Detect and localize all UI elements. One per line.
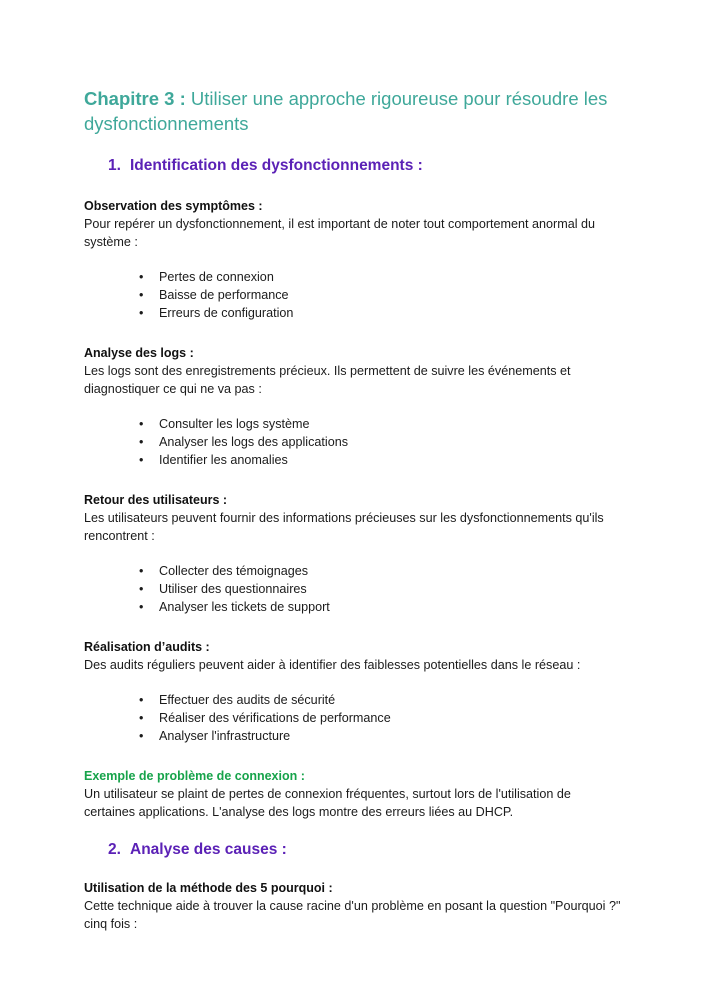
list-item: • Pertes de connexion [139, 270, 274, 284]
list-item: • Consulter les logs système [139, 417, 310, 431]
block-text: Pour repérer un dysfonctionnement, il est important de noter tout comportement anormal du système : [84, 217, 596, 249]
list-item: • Effectuer des audits de sécurité [139, 693, 336, 707]
example-text: Un utilisateur se plaint de pertes de connexion fréquentes, surtout lors de l'utilisation de certaines applications. L'analyse des logs montre des erreurs liées au DHCP. [84, 787, 571, 819]
block-title: Observation des symptômes : [84, 199, 263, 213]
chapter-title [84, 86, 624, 136]
block-users [84, 491, 624, 616]
section-heading-identification [84, 155, 624, 177]
block-audits [84, 638, 624, 745]
list-item: • Identifier les anomalies [139, 453, 288, 467]
block-five-whys [84, 879, 624, 933]
list-item: • Analyser l'infrastructure [139, 729, 291, 743]
block-text: Les logs sont des enregistrements précieux. Ils permettent de suivre les événements et diagnostiquer ce qui ne va pas : [84, 364, 571, 396]
section-heading-causes [84, 839, 624, 861]
list-item: • Réaliser des vérifications de performance [139, 711, 391, 725]
section-number: 1. [108, 157, 121, 174]
block-title: Utilisation de la méthode des 5 pourquoi : [84, 881, 333, 895]
block-title: Réalisation d’audits : [84, 640, 210, 654]
section-number: 2. [108, 841, 121, 858]
section-heading-text: Identification des dysfonctionnements : [130, 157, 423, 174]
block-text: Cette technique aide à trouver la cause racine d'un problème en posant la question "Pourquoi ?" cinq fois : [84, 899, 621, 931]
list-item: • Analyser les tickets de support [139, 600, 330, 614]
block-title: Analyse des logs : [84, 346, 194, 360]
bullet-list [84, 415, 624, 469]
bullet-list [84, 268, 624, 322]
chapter-title-text: Utiliser une approche rigoureuse pour résoudre les dysfonctionnements [84, 88, 608, 134]
list-item: • Baisse de performance [139, 288, 289, 302]
block-logs [84, 344, 624, 469]
block-title: Retour des utilisateurs : [84, 493, 228, 507]
list-item: • Collecter des témoignages [139, 564, 309, 578]
block-text: Les utilisateurs peuvent fournir des informations précieuses sur les dysfonctionnements qu'ils rencontrent : [84, 511, 604, 543]
example-title: Exemple de problème de connexion : [84, 769, 305, 783]
document-page [84, 86, 624, 933]
block-observation [84, 197, 624, 322]
block-text: Des audits réguliers peuvent aider à identifier des faiblesses potentielles dans le réseau : [84, 658, 581, 672]
list-item: • Utiliser des questionnaires [139, 582, 307, 596]
bullet-list [84, 691, 624, 745]
section-heading-text: Analyse des causes : [130, 841, 287, 858]
chapter-prefix: Chapitre 3 : [84, 88, 186, 109]
bullet-list [84, 562, 624, 616]
list-item: • Erreurs de configuration [139, 306, 294, 320]
list-item: • Analyser les logs des applications [139, 435, 349, 449]
block-example [84, 767, 624, 821]
